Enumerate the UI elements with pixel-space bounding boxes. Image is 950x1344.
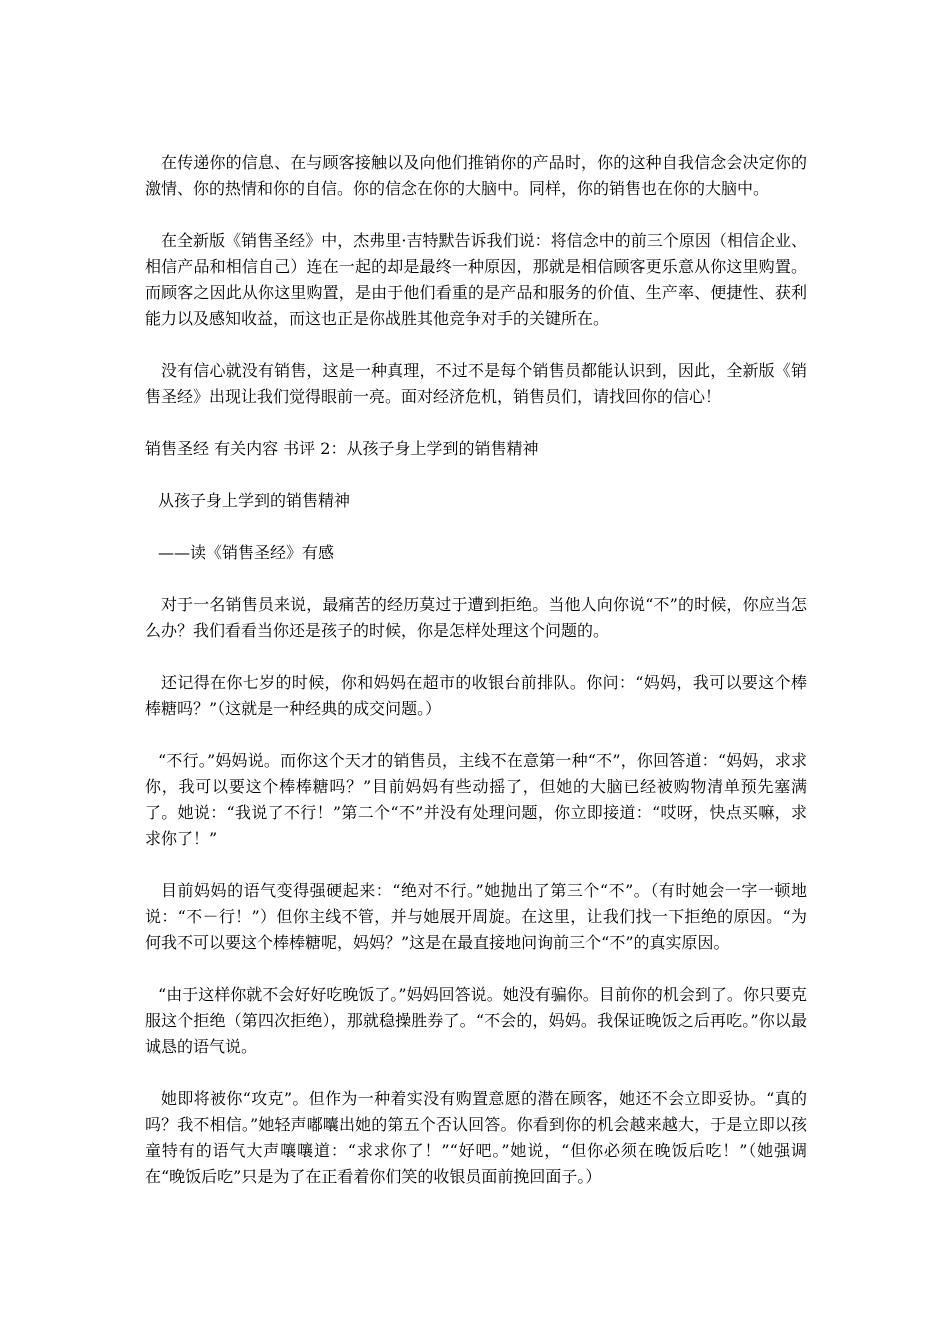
section-heading-review-2: 销售圣经 有关内容 书评 2：从孩子身上学到的销售精神 [145,439,539,458]
paragraph-dinner-reason: “由于这样你就不会好好吃晚饭了。”妈妈回答说。她没有骗你。目前你的机会到了。你只要克服这个拒绝（第四次拒绝），那就稳操胜券了。“不会的，妈妈。我保证晚饭之后再吃。”你以最诚恳的语气说。 [145,985,807,1056]
article-subtitle: ——读《销售圣经》有感 [158,543,335,562]
paragraph-confidence: 没有信心就没有销售，这是一种真理，不过不是每个销售员都能认识到，因此，全新版《销售圣经》出现让我们觉得眼前一亮。面对经济危机，销售员们，请找回你的信心！ [145,361,807,406]
paragraph-conquered: 她即将被你“攻克”。但作为一种着实没有购置意愿的潜在顾客，她还不会立即妥协。“真的吗？我不相信。”她轻声嘟囔出她的第五个否认回答。你看到你的机会越来越大，于是立即以孩童特有的语气大声嚷嚷道：“求求你了！”“好吧。”她说，“但你必须在晚饭后吃！”（她强调在“晚饭后吃”只是为了在正看着你们笑的收银员面前挽回面子。） [145,1089,807,1186]
article-title: 从孩子身上学到的销售精神 [158,491,351,510]
paragraph-self-belief: 在传递你的信息、在与顾客接触以及向他们推销你的产品时，你的这种自我信念会决定你的激情、你的热情和你的自信。你的信念在你的大脑中。同样，你的销售也在你的大脑中。 [145,153,807,198]
paragraph-supermarket: 还记得在你七岁的时候，你和妈妈在超市的收银台前排队。你问：“妈妈，我可以要这个棒棒糖吗？”（这就是一种经典的成交问题。） [145,673,807,718]
paragraph-rejection: 对于一名销售员来说，最痛苦的经历莫过于遭到拒绝。当他人向你说“不”的时候，你应当怎么办？我们看看当你还是孩子的时候，你是怎样处理这个问题的。 [145,595,807,640]
paragraph-sales-bible-reasons: 在全新版《销售圣经》中，杰弗里·吉特默告诉我们说：将信念中的前三个原因（相信企业、相信产品和相信自己）连在一起的却是最终一种原因，那就是相信顾客更乐意从你这里购置。而顾客之因此从你这里购置，是由于他们看重的是产品和服务的价值、生产率、便捷性、获利能力以及感知收益，而这也正是你战胜其他竞争对手的关键所在。 [145,231,807,328]
paragraph-third-no: 目前妈妈的语气变得强硬起来：“绝对不行。”她抛出了第三个“不”。（有时她会一字一顿地说：“不－行！”）但你主线不管，并与她展开周旋。在这里，让我们找一下拒绝的原因。“为何我不可以要这个棒棒糖呢，妈妈？”这是在最直接地问询前三个“不”的真实原因。 [145,881,807,952]
paragraph-first-no: “不行。”妈妈说。而你这个天才的销售员，主线不在意第一种“不”，你回答道：“妈妈，求求你，我可以要这个棒棒糖吗？”目前妈妈有些动摇了，但她的大脑已经被购物清单预先塞满了。她说：“我说了不行！”第二个“不”并没有处理问题，你立即接道：“哎呀，快点买嘛，求求你了！” [145,751,807,848]
document-page [145,150,807,1216]
